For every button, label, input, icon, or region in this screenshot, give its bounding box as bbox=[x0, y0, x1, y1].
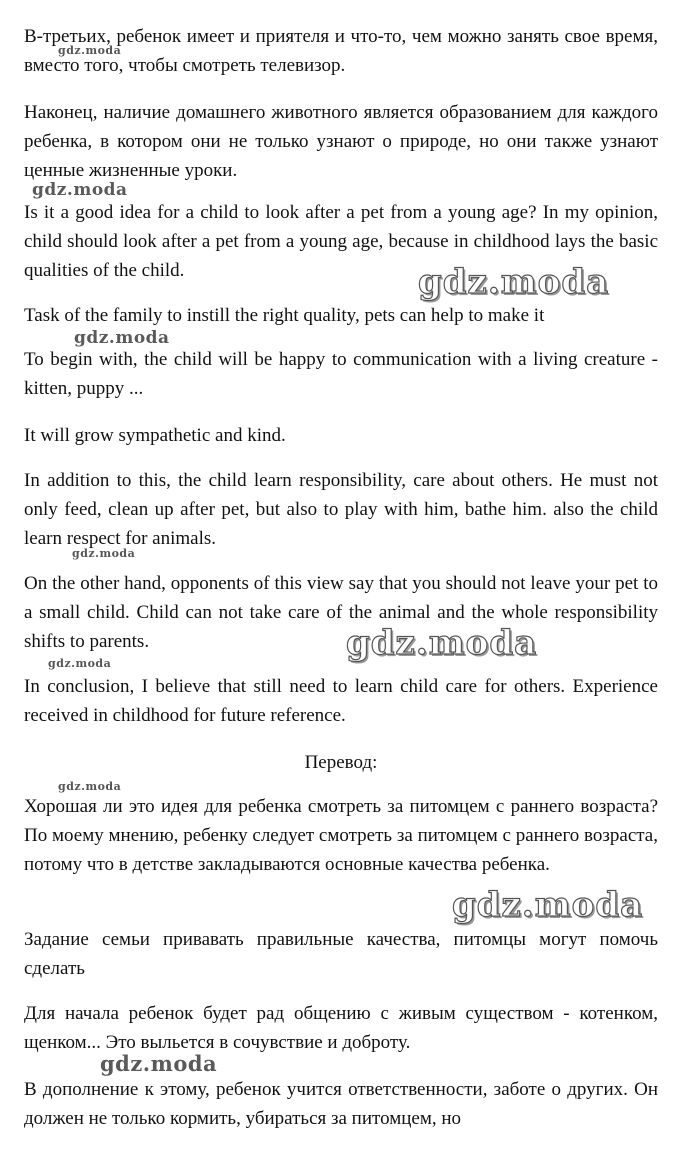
paragraph-finally-ru: Наконец, наличие домашнего животного является образованием для каждого ребенка, в котором они не только узнают о природе, но они также узнают ценные жизненные уроки. bbox=[24, 102, 658, 181]
paragraph-question-ru: Хорошая ли это идея для ребенка смотреть за питомцем с раннего возраста? По моему мнению, ребенку следует смотреть за питомцем с раннего возраста, потому что в детстве закладываются основные качества ребенка. bbox=[24, 796, 658, 875]
watermark: gdz.moda bbox=[418, 262, 610, 302]
paragraph-conclusion-en: In conclusion, I believe that still need to learn child care for others. Experience received in childhood for future reference. bbox=[24, 676, 658, 726]
translation-heading: Перевод: bbox=[304, 752, 378, 773]
paragraph-thirdly-ru: В-третьих, ребенок имеет и приятеля и что-то, чем можно занять свое время, вместо того, чтобы смотреть телевизор. bbox=[24, 26, 658, 76]
watermark: gdz.moda bbox=[72, 547, 136, 560]
watermark: gdz.moda bbox=[32, 180, 128, 200]
paragraph-responsibility-en: In addition to this, the child learn responsibility, care about others. He must not only feed, clean up after pet, but also to play with him, bathe him. also the child learn respect for animals. bbox=[24, 470, 658, 549]
paragraph-addition-ru: В дополнение к этому, ребенок учится ответственности, заботе о других. Он должен не только кормить, убираться за питомцем, но bbox=[24, 1079, 658, 1129]
paragraph-question-en: Is it a good idea for a child to look after a pet from a young age? In my opinion, child should look after a pet from a young age, because in childhood lays the basic qualities of the child. bbox=[24, 202, 658, 281]
watermark: gdz.moda bbox=[58, 780, 122, 793]
watermark: gdz.moda bbox=[48, 657, 112, 670]
watermark: gdz.moda bbox=[346, 623, 538, 663]
watermark: gdz.moda bbox=[452, 885, 644, 925]
paragraph-task-en: Task of the family to instill the right quality, pets can help to make it bbox=[24, 305, 545, 326]
watermark: gdz.moda bbox=[100, 1051, 218, 1076]
paragraph-sympathetic-en: It will grow sympathetic and kind. bbox=[24, 425, 286, 446]
paragraph-other-hand-en: On the other hand, opponents of this view say that you should not leave your pet to a small child. Child can not take care of the animal and the whole responsibility shifts to parents. bbox=[24, 573, 658, 652]
paragraph-begin-ru: Для начала ребенок будет рад общению с живым существом - котенком, щенком... Это выльется в сочувствие и доброту. bbox=[24, 1003, 658, 1053]
watermark: gdz.moda bbox=[74, 328, 170, 348]
watermark: gdz.moda bbox=[58, 44, 122, 57]
paragraph-begin-en: To begin with, the child will be happy to communication with a living creature - kitten, puppy ... bbox=[24, 349, 658, 399]
paragraph-task-ru: Задание семьи привавать правильные качества, питомцы могут помочь сделать bbox=[24, 929, 658, 979]
